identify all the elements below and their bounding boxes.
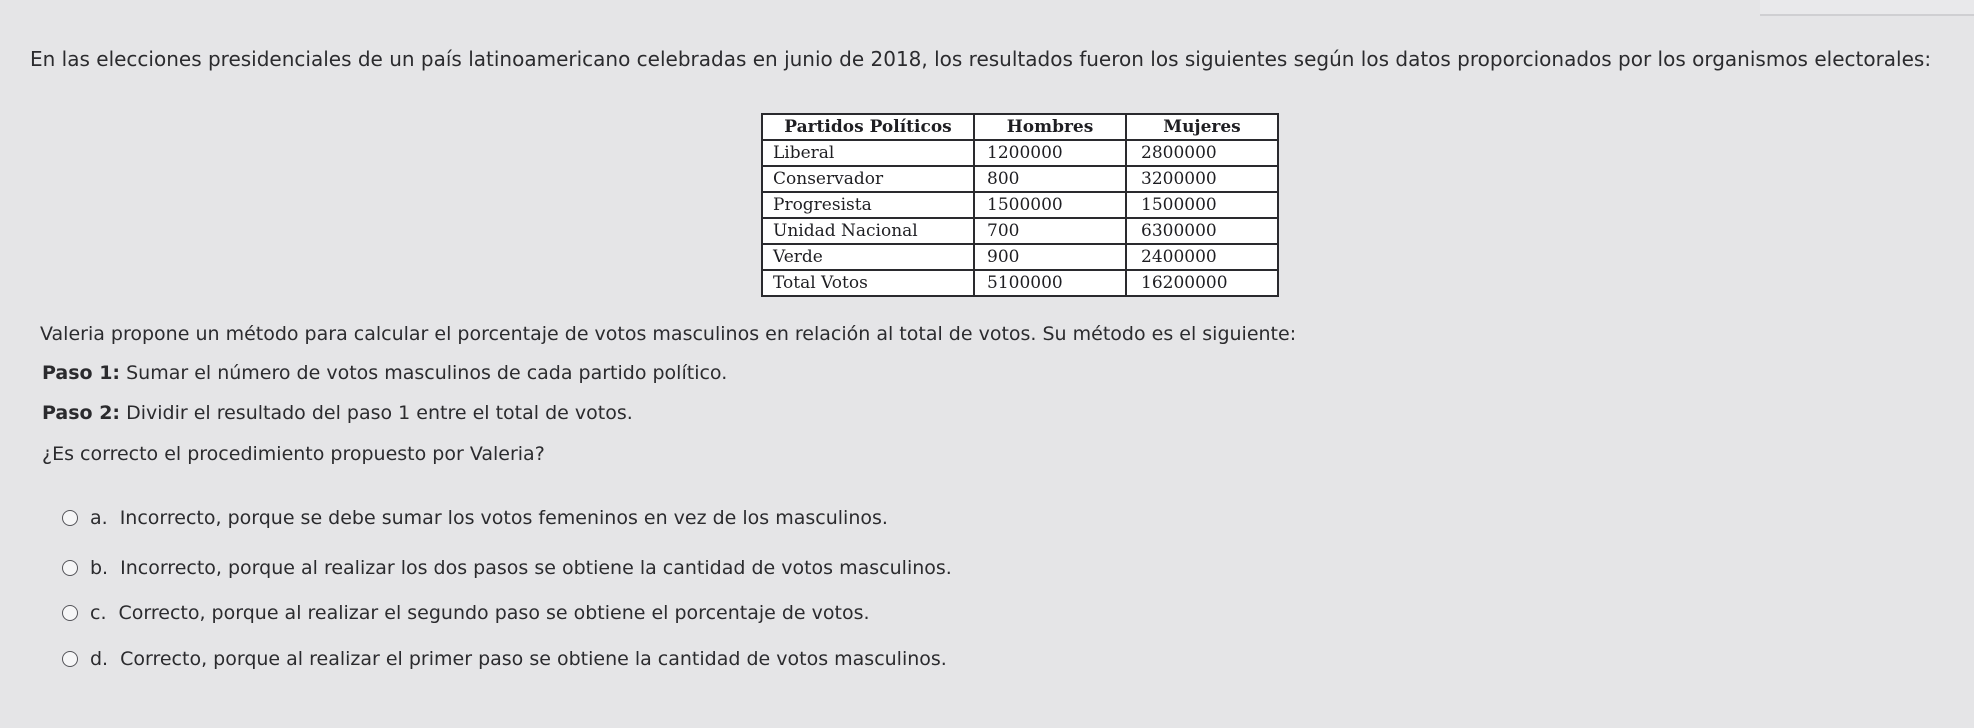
intro-paragraph: En las elecciones presidenciales de un país latinoamericano celebradas en junio de 2018, los resultados fueron los siguientes según los datos proporcionados por los organismos electorales: [30,47,1932,71]
party-cell: Total Votos [762,270,974,296]
table-row [762,166,1278,192]
header-parties: Partidos Políticos [762,114,974,140]
table-total-row [762,270,1278,296]
option-c-letter: c. [90,602,107,624]
men-votes-cell: 700 [974,218,1126,244]
table-header-row [762,114,1278,140]
option-c[interactable] [62,602,870,624]
table-row [762,140,1278,166]
option-d-letter: d. [90,648,109,670]
women-votes-cell: 1500000 [1126,192,1278,218]
option-b-text: Incorrecto, porque al realizar los dos pasos se obtiene la cantidad de votos masculinos. [120,557,952,579]
step-2 [42,402,633,424]
women-votes-cell: 2800000 [1126,140,1278,166]
table-row [762,218,1278,244]
results-table-container [761,113,1279,297]
option-b-radio[interactable] [62,560,78,576]
header-women: Mujeres [1126,114,1278,140]
party-cell: Unidad Nacional [762,218,974,244]
men-votes-cell: 1200000 [974,140,1126,166]
men-votes-cell: 800 [974,166,1126,192]
women-votes-cell: 6300000 [1126,218,1278,244]
men-votes-cell: 1500000 [974,192,1126,218]
option-d-radio[interactable] [62,651,78,667]
party-cell: Conservador [762,166,974,192]
method-description: Valeria propone un método para calcular el porcentaje de votos masculinos en relación al total de votos. Su método es el siguiente: [40,323,1297,345]
party-cell: Verde [762,244,974,270]
question-text: ¿Es correcto el procedimiento propuesto por Valeria? [42,443,545,465]
step-1-text: Sumar el número de votos masculinos de cada partido político. [120,362,728,384]
header-men: Hombres [974,114,1126,140]
option-a-radio[interactable] [62,510,78,526]
step-1-label: Paso 1: [42,362,121,384]
option-b-letter: b. [90,557,109,579]
step-1 [42,362,727,384]
option-c-text: Correcto, porque al realizar el segundo paso se obtiene el porcentaje de votos. [118,602,870,624]
men-votes-cell: 900 [974,244,1126,270]
option-b[interactable] [62,557,952,579]
men-votes-cell: 5100000 [974,270,1126,296]
option-a-text: Incorrecto, porque se debe sumar los votos femeninos en vez de los masculinos. [119,507,888,529]
women-votes-cell: 2400000 [1126,244,1278,270]
women-votes-cell: 16200000 [1126,270,1278,296]
women-votes-cell: 3200000 [1126,166,1278,192]
option-d-text: Correcto, porque al realizar el primer paso se obtiene la cantidad de votos masculinos. [120,648,947,670]
option-a-letter: a. [90,507,108,529]
step-2-label: Paso 2: [42,402,121,424]
table-row [762,192,1278,218]
option-d[interactable] [62,648,947,670]
party-cell: Progresista [762,192,974,218]
option-a[interactable] [62,507,888,529]
results-table [761,113,1279,297]
step-2-text: Dividir el resultado del paso 1 entre el total de votos. [120,402,633,424]
option-c-radio[interactable] [62,605,78,621]
top-edge-decoration [1760,0,1974,16]
party-cell: Liberal [762,140,974,166]
table-row [762,244,1278,270]
